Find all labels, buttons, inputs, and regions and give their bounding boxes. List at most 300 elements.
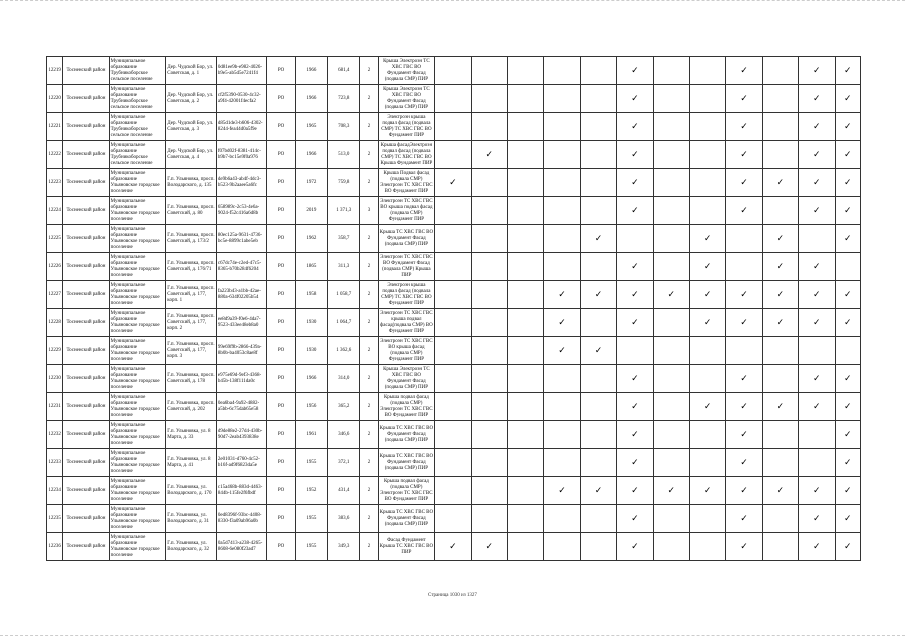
cell-floors: 2 bbox=[360, 365, 378, 393]
checkmark-icon: ✓ bbox=[435, 533, 471, 561]
cell-id: 12223 bbox=[47, 169, 63, 197]
empty-cell bbox=[580, 113, 616, 141]
empty-cell bbox=[689, 365, 725, 393]
cell-id: 12224 bbox=[47, 197, 63, 225]
cell-id: 12230 bbox=[47, 365, 63, 393]
empty-cell bbox=[762, 113, 798, 141]
cell-type: РО bbox=[267, 337, 295, 365]
checkmark-icon: ✓ bbox=[653, 477, 689, 505]
cell-floors: 2 bbox=[360, 85, 378, 113]
cell-district: Тосненский район bbox=[63, 57, 110, 85]
empty-cell bbox=[580, 169, 616, 197]
empty-cell bbox=[471, 421, 507, 449]
empty-cell bbox=[471, 57, 507, 85]
empty-cell bbox=[507, 253, 543, 281]
cell-address: Г.п. Ульяновка, просп. Володарского, д. 135 bbox=[166, 169, 217, 197]
cell-district: Тосненский район bbox=[63, 113, 110, 141]
cell-guid: 80ec125a-9631-4736-bc5e-8899c1abe5eb bbox=[216, 225, 267, 253]
cell-mo: Муниципальное образование Трубникоборское сельское поселение bbox=[109, 57, 166, 85]
empty-cell bbox=[726, 253, 762, 281]
checkmark-icon: ✓ bbox=[835, 477, 861, 505]
empty-cell bbox=[689, 533, 725, 561]
cell-area: 513,0 bbox=[328, 141, 360, 169]
bottom-crop-line bbox=[0, 632, 905, 636]
cell-guid: d9de88e2-27d4-430b-90d7-2eab4393838e bbox=[216, 421, 267, 449]
checkmark-icon: ✓ bbox=[726, 57, 762, 85]
empty-cell bbox=[689, 337, 725, 365]
cell-district: Тосненский район bbox=[63, 85, 110, 113]
checkmark-icon: ✓ bbox=[726, 477, 762, 505]
checkmark-icon: ✓ bbox=[617, 113, 653, 141]
cell-type: РО bbox=[267, 281, 295, 309]
cell-mo: Муниципальное образование Ульяновское городское поселение bbox=[109, 253, 166, 281]
cell-works: Фасад Фундамент Крыша ТС ХВС ГВС ВО ПИР bbox=[378, 533, 435, 561]
cell-guid: de9b6a43-ab4f-4dc3-b523-9b2aaee5a6fc bbox=[216, 169, 267, 197]
cell-guid: e975e69d-9ef3-4368-b45b-138f111da0c bbox=[216, 365, 267, 393]
empty-cell bbox=[580, 253, 616, 281]
cell-works: Электроэн крыша подвал фасад (подвала СМР) ТС ХВС ГВС ВО Фундамент ПИР bbox=[378, 281, 435, 309]
empty-cell bbox=[762, 197, 798, 225]
empty-cell bbox=[617, 337, 653, 365]
checkmark-icon: ✓ bbox=[835, 281, 861, 309]
empty-cell bbox=[726, 225, 762, 253]
cell-type: РО bbox=[267, 141, 295, 169]
cell-works: Крыша подвал фасад (подвала СМР) Электроэн ТС ХВС ГВС ВО Фундамент ПИР bbox=[378, 393, 435, 421]
checkmark-icon: ✓ bbox=[835, 365, 861, 393]
empty-cell bbox=[507, 365, 543, 393]
cell-mo: Муниципальное образование Ульяновское городское поселение bbox=[109, 365, 166, 393]
cell-type: РО bbox=[267, 477, 295, 505]
empty-cell bbox=[544, 449, 580, 477]
checkmark-icon: ✓ bbox=[617, 85, 653, 113]
empty-cell bbox=[435, 113, 471, 141]
checkmark-icon: ✓ bbox=[799, 309, 835, 337]
empty-cell bbox=[507, 57, 543, 85]
empty-cell bbox=[762, 505, 798, 533]
checkmark-icon: ✓ bbox=[617, 505, 653, 533]
checkmark-icon: ✓ bbox=[726, 449, 762, 477]
checkmark-icon: ✓ bbox=[835, 533, 861, 561]
cell-address: Г.п. Ульяновка, ул. 8 Марта, д. 33 bbox=[166, 421, 217, 449]
empty-cell bbox=[580, 505, 616, 533]
cell-area: 365,2 bbox=[328, 393, 360, 421]
empty-cell bbox=[580, 57, 616, 85]
cell-district: Тосненский район bbox=[63, 197, 110, 225]
page-footer: Страница 1030 из 1327 bbox=[428, 593, 477, 598]
empty-cell bbox=[544, 505, 580, 533]
cell-id: 12232 bbox=[47, 421, 63, 449]
cell-type: РО bbox=[267, 113, 295, 141]
table-row bbox=[47, 281, 861, 309]
empty-cell bbox=[653, 141, 689, 169]
empty-cell bbox=[653, 365, 689, 393]
empty-cell bbox=[653, 337, 689, 365]
checkmark-icon: ✓ bbox=[799, 197, 835, 225]
cell-area: 349,3 bbox=[328, 533, 360, 561]
empty-cell bbox=[580, 85, 616, 113]
cell-mo: Муниципальное образование Ульяновское городское поселение bbox=[109, 225, 166, 253]
checkmark-icon: ✓ bbox=[726, 169, 762, 197]
cell-year: 1966 bbox=[295, 85, 327, 113]
empty-cell bbox=[580, 197, 616, 225]
cell-id: 12226 bbox=[47, 253, 63, 281]
cell-mo: Муниципальное образование Ульяновское городское поселение bbox=[109, 197, 166, 225]
checkmark-icon: ✓ bbox=[799, 393, 835, 421]
empty-cell bbox=[507, 421, 543, 449]
cell-floors: 2 bbox=[360, 57, 378, 85]
cell-works: Электроэн крыша подвал фасад (подвала СМР) ТС ХВС ГВС ВО Фундамент ПИР bbox=[378, 113, 435, 141]
empty-cell bbox=[435, 281, 471, 309]
empty-cell bbox=[471, 225, 507, 253]
checkmark-icon: ✓ bbox=[689, 477, 725, 505]
cell-area: 358,7 bbox=[328, 225, 360, 253]
cell-year: 1966 bbox=[295, 57, 327, 85]
table-row bbox=[47, 85, 861, 113]
empty-cell bbox=[653, 421, 689, 449]
empty-cell bbox=[544, 393, 580, 421]
checkmark-icon: ✓ bbox=[799, 533, 835, 561]
cell-district: Тосненский район bbox=[63, 253, 110, 281]
empty-cell bbox=[435, 365, 471, 393]
checkmark-icon: ✓ bbox=[617, 309, 653, 337]
cell-type: РО bbox=[267, 393, 295, 421]
empty-cell bbox=[689, 113, 725, 141]
cell-address: Г.п. Ульяновка, просп. Советский, д. 177, корп. 1 bbox=[166, 281, 217, 309]
cell-floors: 2 bbox=[360, 449, 378, 477]
checkmark-icon: ✓ bbox=[799, 113, 835, 141]
empty-cell bbox=[471, 85, 507, 113]
checkmark-icon: ✓ bbox=[689, 253, 725, 281]
empty-cell bbox=[544, 57, 580, 85]
empty-cell bbox=[544, 169, 580, 197]
cell-address: Г.п. Ульяновка, просп. Советский, д. 80 bbox=[166, 197, 217, 225]
cell-address: Дер. Чудской Бор, ул. Советская, д. 2 bbox=[166, 85, 217, 113]
cell-guid: f07bd02f-8381-414c-b9b7-bc15e9f0a976 bbox=[216, 141, 267, 169]
table-row bbox=[47, 113, 861, 141]
cell-type: РО bbox=[267, 533, 295, 561]
empty-cell bbox=[653, 57, 689, 85]
cell-floors: 2 bbox=[360, 393, 378, 421]
cell-year: 1865 bbox=[295, 253, 327, 281]
cell-year: 1965 bbox=[295, 113, 327, 141]
empty-cell bbox=[507, 449, 543, 477]
cell-district: Тосненский район bbox=[63, 169, 110, 197]
cell-type: РО bbox=[267, 365, 295, 393]
checkmark-icon: ✓ bbox=[617, 253, 653, 281]
checkmark-icon: ✓ bbox=[726, 309, 762, 337]
empty-cell bbox=[653, 253, 689, 281]
cell-id: 12234 bbox=[47, 477, 63, 505]
cell-guid: cf2f5390-0530-4c32-a9f4-42001f4ecfa2 bbox=[216, 85, 267, 113]
cell-address: Г.п. Ульяновка, просп. Советский, д. 173/2 bbox=[166, 225, 217, 253]
checkmark-icon: ✓ bbox=[726, 85, 762, 113]
empty-cell bbox=[435, 197, 471, 225]
empty-cell bbox=[689, 57, 725, 85]
cell-area: 1 064,7 bbox=[328, 309, 360, 337]
checkmark-icon: ✓ bbox=[799, 253, 835, 281]
checkmark-icon: ✓ bbox=[617, 57, 653, 85]
cell-id: 12225 bbox=[47, 225, 63, 253]
cell-floors: 2 bbox=[360, 477, 378, 505]
cell-id: 12233 bbox=[47, 449, 63, 477]
checkmark-icon: ✓ bbox=[726, 197, 762, 225]
table-row bbox=[47, 225, 861, 253]
cell-guid: 0d81ee9b-e982-4026-b9e5-ab5d5e7241f4 bbox=[216, 57, 267, 85]
empty-cell bbox=[471, 169, 507, 197]
cell-mo: Муниципальное образование Ульяновское городское поселение bbox=[109, 169, 166, 197]
checkmark-icon: ✓ bbox=[762, 281, 798, 309]
checkmark-icon: ✓ bbox=[835, 449, 861, 477]
empty-cell bbox=[471, 505, 507, 533]
empty-cell bbox=[435, 449, 471, 477]
cell-year: 2019 bbox=[295, 197, 327, 225]
empty-cell bbox=[471, 477, 507, 505]
empty-cell bbox=[471, 309, 507, 337]
cell-year: 1955 bbox=[295, 533, 327, 561]
empty-cell bbox=[580, 421, 616, 449]
checkmark-icon: ✓ bbox=[799, 365, 835, 393]
cell-guid: d85d1de3-b606-4302-8244-fea44d0a5f9e bbox=[216, 113, 267, 141]
empty-cell bbox=[762, 533, 798, 561]
empty-cell bbox=[762, 449, 798, 477]
cell-year: 1955 bbox=[295, 505, 327, 533]
cell-mo: Муниципальное образование Ульяновское городское поселение bbox=[109, 281, 166, 309]
checkmark-icon: ✓ bbox=[799, 141, 835, 169]
cell-district: Тосненский район bbox=[63, 533, 110, 561]
cell-type: РО bbox=[267, 169, 295, 197]
empty-cell bbox=[507, 505, 543, 533]
cell-id: 12231 bbox=[47, 393, 63, 421]
cell-works: Крыша фасадЭлектроэн подвал фасад (подвала СМР) ТС ХВС ГВС ВО Крыша Фундамент ПИР bbox=[378, 141, 435, 169]
checkmark-icon: ✓ bbox=[835, 85, 861, 113]
empty-cell bbox=[507, 309, 543, 337]
checkmark-icon: ✓ bbox=[835, 225, 861, 253]
checkmark-icon: ✓ bbox=[689, 309, 725, 337]
cell-mo: Муниципальное образование Ульяновское городское поселение bbox=[109, 421, 166, 449]
empty-cell bbox=[435, 421, 471, 449]
cell-floors: 2 bbox=[360, 505, 378, 533]
cell-address: Г.п. Ульяновка, ул. Володарского, д. 32 bbox=[166, 533, 217, 561]
cell-year: 1972 bbox=[295, 169, 327, 197]
checkmark-icon: ✓ bbox=[617, 393, 653, 421]
cell-address: Г.п. Ульяновка, просп. Советский, д. 176/71 bbox=[166, 253, 217, 281]
cell-guid: 2e01031-d760-4c52-b16f-ad9f6823da5e bbox=[216, 449, 267, 477]
cell-guid: fa223b43-a1bb-42ae-880a-634f02205b54 bbox=[216, 281, 267, 309]
empty-cell bbox=[507, 533, 543, 561]
empty-cell bbox=[544, 141, 580, 169]
cell-year: 1952 bbox=[295, 477, 327, 505]
empty-cell bbox=[580, 141, 616, 169]
checkmark-icon: ✓ bbox=[835, 309, 861, 337]
cell-mo: Муниципальное образование Ульяновское городское поселение bbox=[109, 449, 166, 477]
empty-cell bbox=[507, 113, 543, 141]
checkmark-icon: ✓ bbox=[762, 253, 798, 281]
cell-works: Электроэн ТС ХВС ГВС крыша подвал фасад(подвала СМР) ВО Фундамент ПИР bbox=[378, 309, 435, 337]
cell-guid: 0ea6ba4-9a92-4882-a5bb-6c75dab65e58 bbox=[216, 393, 267, 421]
checkmark-icon: ✓ bbox=[617, 169, 653, 197]
empty-cell bbox=[471, 197, 507, 225]
table-row bbox=[47, 253, 861, 281]
empty-cell bbox=[653, 533, 689, 561]
empty-cell bbox=[689, 141, 725, 169]
cell-area: 1 058,7 bbox=[328, 281, 360, 309]
cell-type: РО bbox=[267, 449, 295, 477]
top-crop-line bbox=[0, 0, 905, 4]
cell-id: 12222 bbox=[47, 141, 63, 169]
cell-address: Г.п. Ульяновка, ул. Володарского, д. 31 bbox=[166, 505, 217, 533]
cell-guid: c15a468b-883d-4463-844b-115fe2f6fbdf bbox=[216, 477, 267, 505]
cell-type: РО bbox=[267, 225, 295, 253]
cell-address: Г.п. Ульяновка, просп. Советский, д. 177, корп. 2 bbox=[166, 309, 217, 337]
cell-guid: 0a5d7413-a238-4265-8608-6e080f23ad7 bbox=[216, 533, 267, 561]
cell-mo: Муниципальное образование Ульяновское городское поселение bbox=[109, 505, 166, 533]
cell-works: Крыша ТС ХВС ГВС ВО Фундамент Фасад (подвала СМР) ПИР bbox=[378, 421, 435, 449]
empty-cell bbox=[435, 141, 471, 169]
cell-year: 1962 bbox=[295, 225, 327, 253]
cell-area: 383,6 bbox=[328, 505, 360, 533]
cell-floors: 2 bbox=[360, 337, 378, 365]
empty-cell bbox=[580, 365, 616, 393]
table-row bbox=[47, 309, 861, 337]
cell-area: 759,8 bbox=[328, 169, 360, 197]
cell-id: 12236 bbox=[47, 533, 63, 561]
table-row bbox=[47, 169, 861, 197]
cell-floors: 2 bbox=[360, 253, 378, 281]
checkmark-icon: ✓ bbox=[835, 197, 861, 225]
cell-area: 1 362,6 bbox=[328, 337, 360, 365]
empty-cell bbox=[471, 365, 507, 393]
empty-cell bbox=[653, 197, 689, 225]
cell-guid: 0ed8396f-93bc-4408-8330-f3a09ab96a0b bbox=[216, 505, 267, 533]
checkmark-icon: ✓ bbox=[762, 225, 798, 253]
cell-floors: 2 bbox=[360, 141, 378, 169]
checkmark-icon: ✓ bbox=[799, 85, 835, 113]
table-row bbox=[47, 393, 861, 421]
checkmark-icon: ✓ bbox=[799, 477, 835, 505]
empty-cell bbox=[507, 477, 543, 505]
cell-works: Крыша ТС ХВС ГВС ВО Фундамент Фасад (подвала СМР) ПИР bbox=[378, 449, 435, 477]
table-row bbox=[47, 477, 861, 505]
checkmark-icon: ✓ bbox=[726, 141, 762, 169]
cell-year: 1930 bbox=[295, 309, 327, 337]
empty-cell bbox=[435, 309, 471, 337]
checkmark-icon: ✓ bbox=[617, 477, 653, 505]
checkmark-icon: ✓ bbox=[653, 281, 689, 309]
cell-address: Г.п. Ульяновка, просп. Советский, д. 178 bbox=[166, 365, 217, 393]
empty-cell bbox=[580, 393, 616, 421]
empty-cell bbox=[653, 393, 689, 421]
cell-year: 1956 bbox=[295, 393, 327, 421]
empty-cell bbox=[835, 253, 861, 281]
table-row bbox=[47, 449, 861, 477]
empty-cell bbox=[762, 141, 798, 169]
checkmark-icon: ✓ bbox=[835, 393, 861, 421]
cell-floors: 2 bbox=[360, 169, 378, 197]
checkmark-icon: ✓ bbox=[689, 225, 725, 253]
cell-type: РО bbox=[267, 57, 295, 85]
empty-cell bbox=[835, 337, 861, 365]
cell-area: 1 371,3 bbox=[328, 197, 360, 225]
checkmark-icon: ✓ bbox=[544, 281, 580, 309]
empty-cell bbox=[435, 57, 471, 85]
empty-cell bbox=[689, 197, 725, 225]
empty-cell bbox=[544, 85, 580, 113]
empty-cell bbox=[617, 225, 653, 253]
empty-cell bbox=[653, 113, 689, 141]
checkmark-icon: ✓ bbox=[726, 365, 762, 393]
checkmark-icon: ✓ bbox=[544, 309, 580, 337]
cell-id: 12219 bbox=[47, 57, 63, 85]
cell-address: Г.п. Ульяновка, просп. Советский, д. 177, корп. 3 bbox=[166, 337, 217, 365]
cell-area: 311,3 bbox=[328, 253, 360, 281]
checkmark-icon: ✓ bbox=[580, 477, 616, 505]
cell-district: Тосненский район bbox=[63, 337, 110, 365]
cell-year: 1966 bbox=[295, 141, 327, 169]
empty-cell bbox=[689, 449, 725, 477]
cell-mo: Муниципальное образование Трубникоборское сельское поселение bbox=[109, 85, 166, 113]
repair-program-table bbox=[46, 56, 861, 561]
empty-cell bbox=[653, 505, 689, 533]
empty-cell bbox=[762, 85, 798, 113]
checkmark-icon: ✓ bbox=[762, 169, 798, 197]
empty-cell bbox=[689, 85, 725, 113]
checkmark-icon: ✓ bbox=[471, 533, 507, 561]
empty-cell bbox=[507, 281, 543, 309]
cell-floors: 2 bbox=[360, 421, 378, 449]
empty-cell bbox=[653, 309, 689, 337]
cell-area: 708,3 bbox=[328, 113, 360, 141]
cell-type: РО bbox=[267, 253, 295, 281]
empty-cell bbox=[580, 309, 616, 337]
cell-mo: Муниципальное образование Трубникоборское сельское поселение bbox=[109, 141, 166, 169]
cell-address: Г.п. Ульяновка, ул. 8 Марта, д. 41 bbox=[166, 449, 217, 477]
empty-cell bbox=[762, 57, 798, 85]
cell-mo: Муниципальное образование Ульяновское городское поселение bbox=[109, 309, 166, 337]
table-row bbox=[47, 505, 861, 533]
cell-district: Тосненский район bbox=[63, 281, 110, 309]
cell-floors: 2 bbox=[360, 113, 378, 141]
empty-cell bbox=[653, 85, 689, 113]
empty-cell bbox=[507, 85, 543, 113]
checkmark-icon: ✓ bbox=[580, 281, 616, 309]
empty-cell bbox=[689, 421, 725, 449]
empty-cell bbox=[471, 281, 507, 309]
checkmark-icon: ✓ bbox=[617, 533, 653, 561]
checkmark-icon: ✓ bbox=[617, 449, 653, 477]
checkmark-icon: ✓ bbox=[835, 141, 861, 169]
empty-cell bbox=[471, 449, 507, 477]
cell-mo: Муниципальное образование Ульяновское городское поселение bbox=[109, 393, 166, 421]
cell-floors: 2 bbox=[360, 225, 378, 253]
empty-cell bbox=[653, 169, 689, 197]
cell-address: Дер. Чудской Бор, ул. Советская, д. 4 bbox=[166, 141, 217, 169]
empty-cell bbox=[762, 365, 798, 393]
empty-cell bbox=[471, 113, 507, 141]
cell-guid: c67dc74e-c2ed-47c5-8365-b70b284f6204 bbox=[216, 253, 267, 281]
cell-id: 12235 bbox=[47, 505, 63, 533]
cell-area: 314,0 bbox=[328, 365, 360, 393]
cell-type: РО bbox=[267, 197, 295, 225]
cell-works: Электроэн ТС ХВС ГВС ВО Фундамент Фасад (подвала СМР) Крыша ПИР bbox=[378, 253, 435, 281]
table-row bbox=[47, 197, 861, 225]
cell-works: Крыша Подвал фасад (подвала СМР) Электроэн ТС ХВС ГВС ВО Фундамент ПИР bbox=[378, 169, 435, 197]
empty-cell bbox=[544, 421, 580, 449]
empty-cell bbox=[544, 533, 580, 561]
cell-guid: 658989c-2c53-4e6a-9024-f52c416a6d8b bbox=[216, 197, 267, 225]
checkmark-icon: ✓ bbox=[580, 225, 616, 253]
cell-district: Тосненский район bbox=[63, 421, 110, 449]
checkmark-icon: ✓ bbox=[617, 281, 653, 309]
